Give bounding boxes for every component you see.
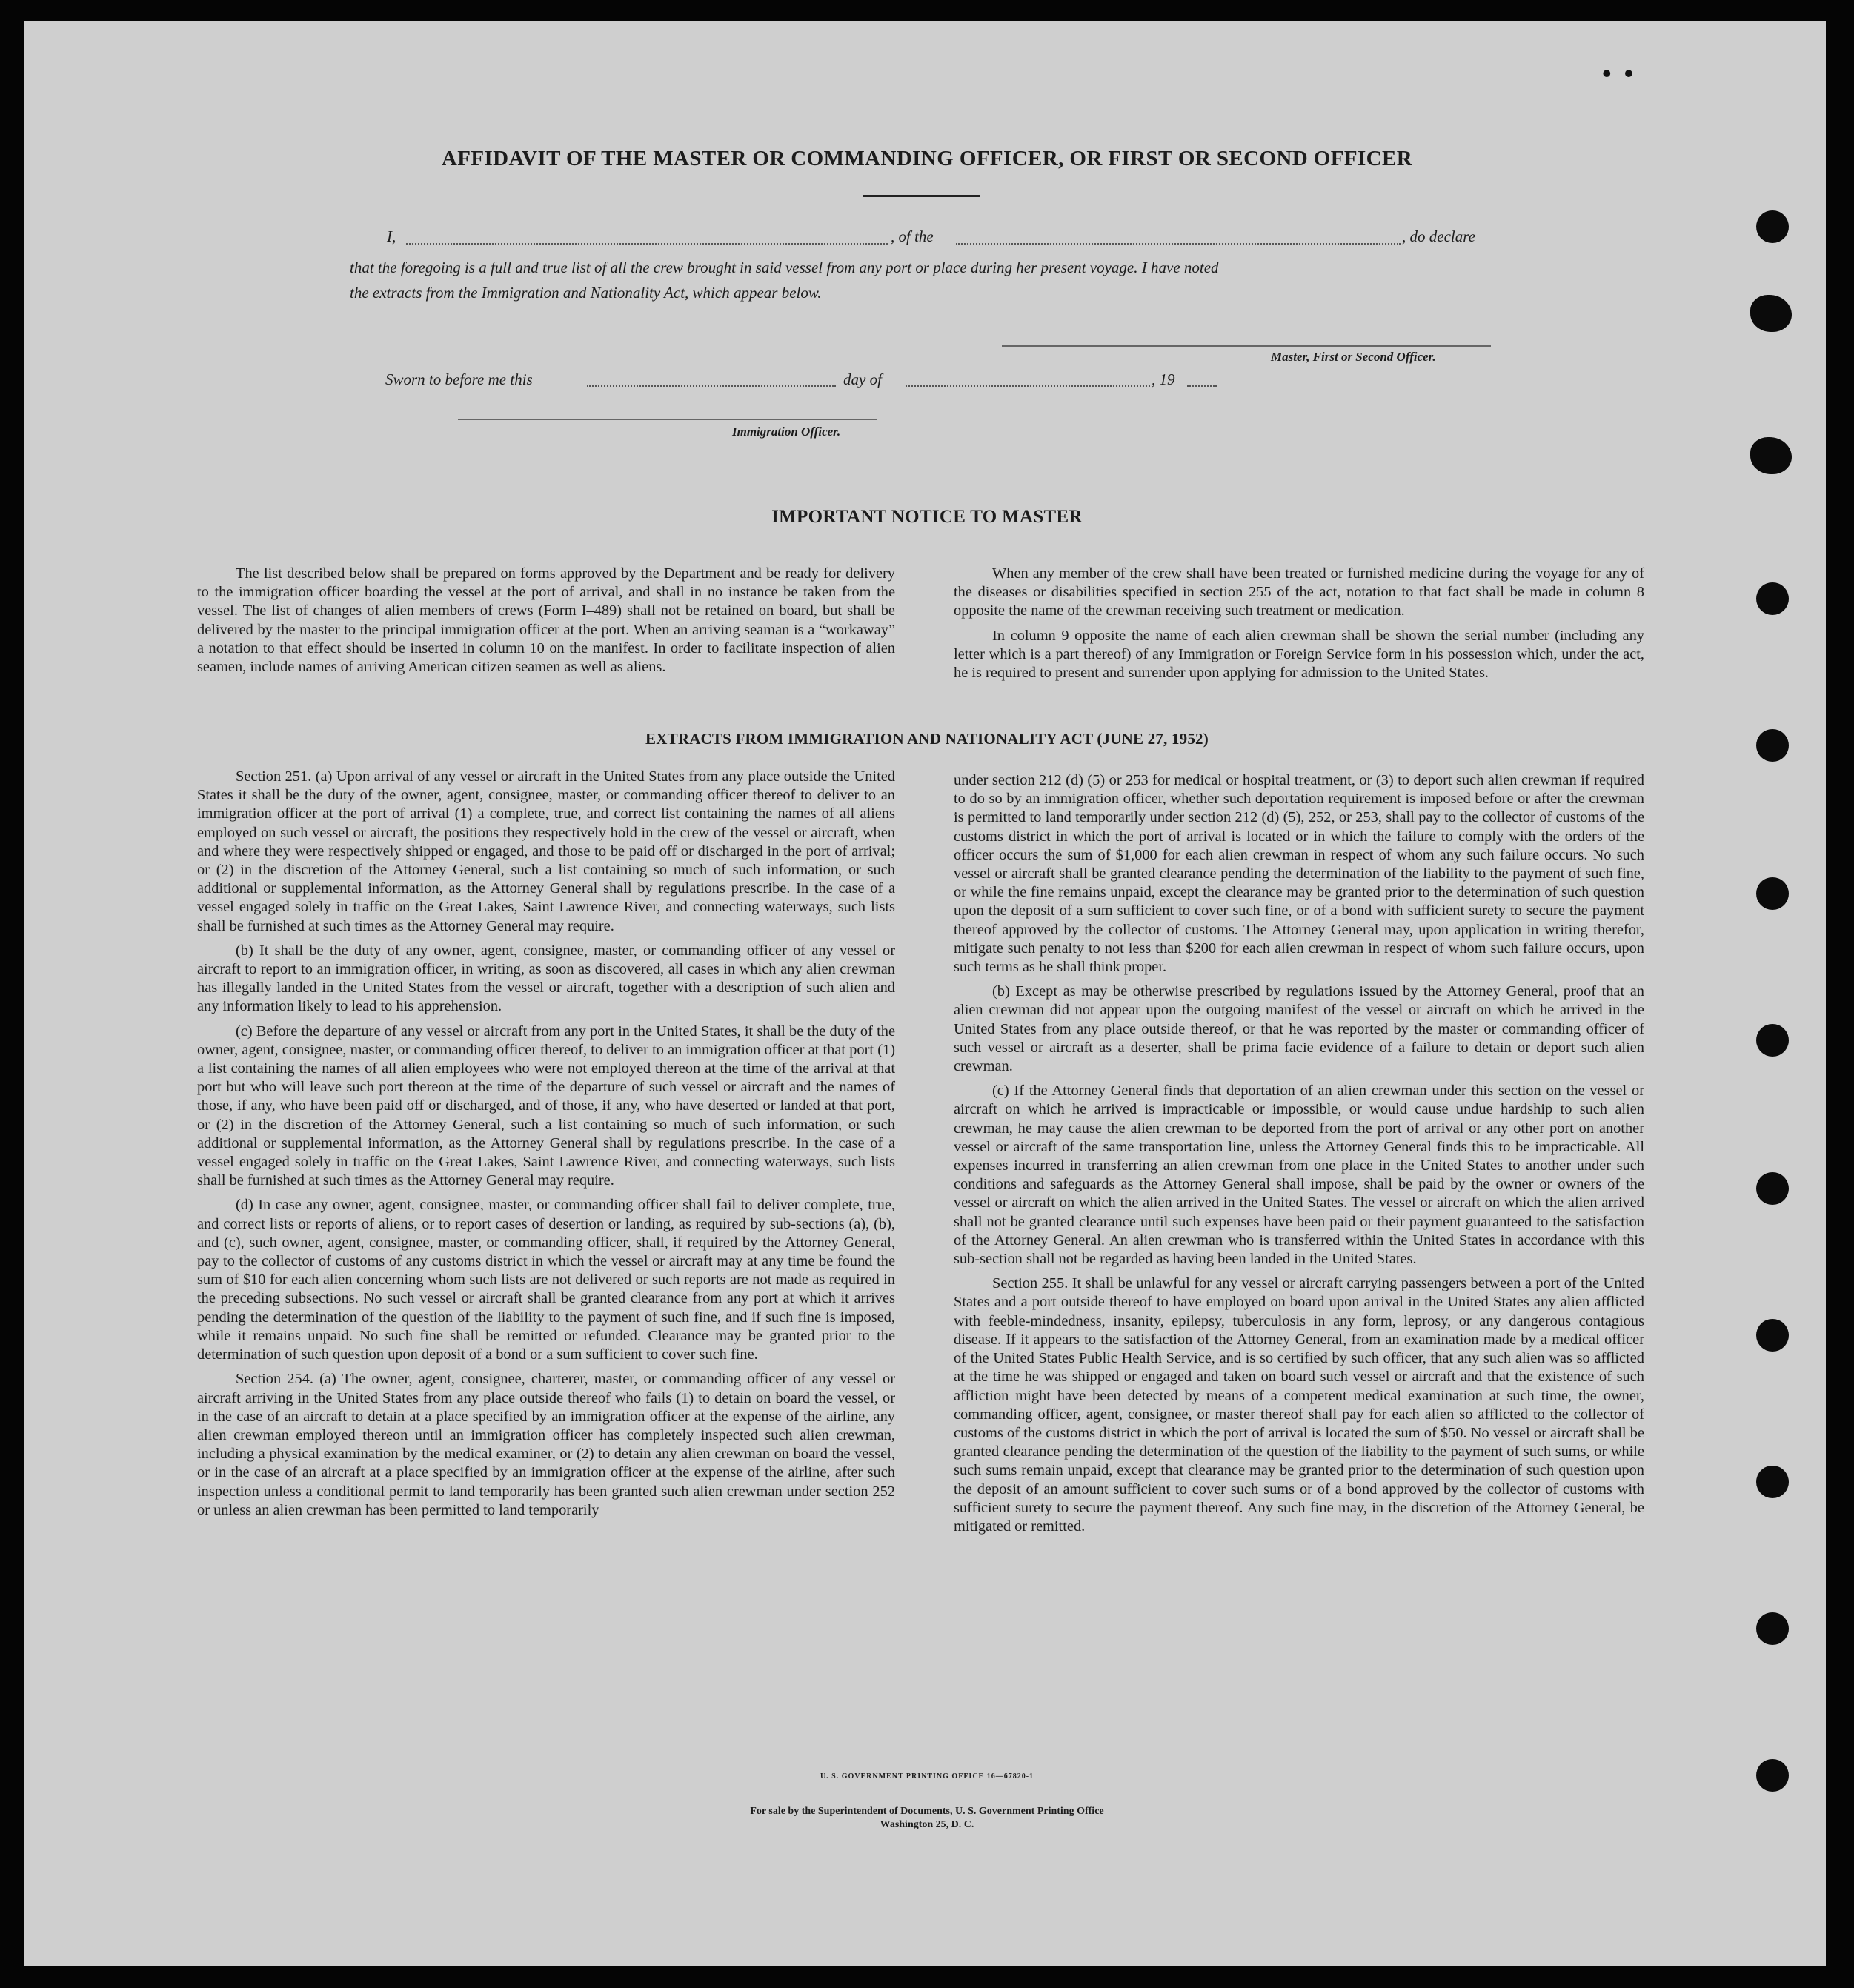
sworn-month-field[interactable] [906, 385, 1150, 387]
day-of-label: day of [843, 370, 882, 388]
master-caption: Master, First or Second Officer. [1271, 350, 1436, 364]
section-254b: (b) Except as may be otherwise prescribed by regulations issued by the Attorney General, proof that an alien crewman did not appear upon the outgoing manifest of the vessel or aircraft on which he arrived in the United States from any place outside thereof, or that he was reported by the master or commanding officer of such vessel or aircraft as a deserter, shall be prima facie evidence of a failure to detain or deport such alien crewman. [954, 983, 1644, 1075]
vessel-field[interactable] [956, 243, 1401, 245]
notice-paragraph: The list described below shall be prepared on forms approved by the Department and be ready for delivery to the immigration officer boarding the vessel at the port of arrival, and shall in no instance be taken from the vessel. The list of changes of alien members of crews (Form I–489) shall not be retained on board, but shall be delivered by the master to the principal immigration officer at the port. When an arriving seaman is a “workaway” a notation to that effect should be inserted in column 10 on the manifest. In order to facilitate inspection of alien seamen, include names of arriving American citizen seamen as well as aliens. [197, 565, 895, 676]
sale-line-1: For sale by the Superintendent of Documents, U. S. Government Printing Office [750, 1806, 1104, 1817]
i-label: I, [387, 227, 396, 245]
notice-right-column [954, 565, 1644, 688]
binder-hole [1756, 1612, 1789, 1645]
section-254a: Section 254. (a) The owner, agent, consignee, charterer, master, or commanding officer of any vessel or aircraft arriving in the United States from any place outside thereof who fails (1) to detain on board the vessel, or in the case of an aircraft to detain at a place specified by an immigration officer at the expense of the airline, any alien crewman employed thereon until an immigration officer has completely inspected such alien crewman, including a physical examination by the medical examiner, or (2) to detain any alien crewman on board the vessel, or in the case of an aircraft at a place specified by an immigration officer at the expense of the airline, after such inspection unless a conditional permit to land temporarily has been granted such alien crewman under section 252 or unless an alien crewman has been permitted to land temporarily [197, 1371, 895, 1518]
ink-speck: • • [1602, 59, 1637, 88]
statement-line-2: the extracts from the Immigration and Nationality Act, which appear below. [350, 284, 822, 302]
statement-line-1: that the foregoing is a full and true list of all the crew brought in said vessel from any port or place during her present voyage. I have noted [350, 259, 1219, 276]
section-251c: (c) Before the departure of any vessel or aircraft from any port in the United States, it shall be the duty of the owner, agent, consignee, master, or commanding officer thereof, to deliver to an immigration officer at that port (1) a list containing the names of all alien employees who were not employed thereon at the time of the arrival at that port but who will leave such port thereon at the time of the departure of such vessel or aircraft and the names of those, if any, who have been paid off or discharged, and of those, if any, who have deserted or landed at that port, or (2) in the discretion of the Attorney General, such a list containing so much of such information, or such additional or supplemental information, as the Attorney General shall by regulations prescribe. In the case of a vessel engaged solely in traffic on the Great Lakes, Saint Lawrence River, and connecting waterways, such lists shall be furnished at such times as the Attorney General may require. [197, 1023, 895, 1189]
binder-hole [1756, 1319, 1789, 1352]
sale-notice [0, 1805, 1854, 1832]
sale-line-2: Washington 25, D. C. [880, 1819, 974, 1830]
name-field[interactable] [406, 243, 888, 245]
section-254c: (c) If the Attorney General finds that deportation of an alien crewman under this section on the vessel or aircraft on which he arrived is impracticable or impossible, or would cause undue hardship to such alien crewman, he may cause the alien crewman to be deported from the port of arrival or any other port on another vessel or aircraft of the same transportation line, unless the Attorney General finds this to be impracticable. All expenses incurred in transferring an alien crewman from one place in the United States to another under such conditions and safeguards as the Attorney General shall impose, shall be paid by the owner or owners of the vessel or aircraft on which the alien arrived in the United States. The vessel or aircraft on which the alien arrived shall not be granted clearance until such expenses have been paid or their payment guaranteed to the satisfaction of the Attorney General. An alien crewman who is transferred within the United States in accordance with this sub-section shall not be regarded as having been landed in the United States. [954, 1083, 1644, 1268]
binder-hole [1756, 877, 1789, 910]
year-label: , 19 [1152, 370, 1175, 388]
do-declare-label: , do declare [1402, 227, 1475, 245]
of-the-label: , of the [891, 227, 934, 245]
notice-title: IMPORTANT NOTICE TO MASTER [771, 507, 1083, 527]
sworn-label: Sworn to before me this [385, 370, 533, 388]
notice-paragraph: In column 9 opposite the name of each alien crewman shall be shown the serial number (including any letter which is a part thereof) of any Immigration or Foreign Service form in his possession which, under the act, he is required to present and surrender upon applying for admission to the United States. [954, 627, 1644, 682]
binder-hole [1756, 1024, 1789, 1057]
master-signature-line[interactable] [1002, 345, 1491, 347]
binder-hole [1756, 582, 1789, 615]
binder-hole [1750, 437, 1792, 474]
notice-left-column [197, 565, 895, 682]
gpo-imprint: U. S. GOVERNMENT PRINTING OFFICE 16—67820-1 [820, 1772, 1034, 1781]
affidavit-title: AFFIDAVIT OF THE MASTER OR COMMANDING OFFICER, OR FIRST OR SECOND OFFICER [441, 147, 1413, 170]
title-rule [863, 195, 980, 197]
binder-hole [1756, 210, 1789, 243]
section-251a: Section 251. (a) Upon arrival of any vessel or aircraft in the United States from any place outside the United States it shall be the duty of the owner, agent, consignee, master, or commanding officer thereof to deliver to an immigration officer at the port of arrival (1) a complete, true, and correct list containing the names of all aliens employed on such vessel or aircraft, the positions they respectively hold in the crew of the vessel or aircraft, when and where they were respectively shipped or engaged, and those to be paid off or discharged in the port of arrival; or (2) in the discretion of the Attorney General, such a list containing so much of such information, or such additional or supplemental information, as the Attorney General shall by regulations prescribe. In the case of a vessel engaged solely in traffic on the Great Lakes, Saint Lawrence River, and connecting waterways, such lists shall be furnished at such times as the Attorney General may require. [197, 768, 895, 934]
sworn-year-field[interactable] [1187, 385, 1217, 387]
section-254a-cont: under section 212 (d) (5) or 253 for medical or hospital treatment, or (3) to deport such alien crewman if required to do so by an immigration officer, whether such deportation requirement is imposed before or after the crewman is permitted to land temporarily under section 212 (d) (5), 252, or 253, shall pay to the collector of customs of the customs district in which the port of arrival is located or in which the failure to comply with the orders of the officer occurs the sum of $1,000 for each alien crewman in respect of whom any such failure occurs. No such vessel or aircraft shall be granted clearance pending the determination of the liability to the payment of such fine, or while the fine remains unpaid, except the clearance may be granted prior to the determination of such question upon the deposit of a sum sufficient to cover such fine, or of a bond with sufficient surety to secure the payment thereof approved by the collector of customs. The Attorney General may, upon application in writing therefor, mitigate such penalty to not less than $200 for each alien crewman in respect of whom such failure occurs, upon such terms as he shall think proper. [954, 772, 1644, 976]
extracts-title: EXTRACTS FROM IMMIGRATION AND NATIONALITY ACT (JUNE 27, 1952) [645, 730, 1209, 748]
section-251b: (b) It shall be the duty of any owner, agent, consignee, master, or commanding officer of any vessel or aircraft to report to an immigration officer, in writing, as soon as discovered, all cases in which any alien crewman has illegally landed in the United States from the vessel or aircraft, together with a description of such alien and any information likely to lead to his apprehension. [197, 942, 895, 1015]
section-255: Section 255. It shall be unlawful for any vessel or aircraft carrying passengers between a port of the United States and a port outside thereof to have employed on board upon arrival in the United States any alien afflicted with feeble-mindedness, insanity, epilepsy, tuberculosis in any form, leprosy, or any dangerous contagious disease. If it appears to the satisfaction of the Attorney General, from an examination made by a medical officer of the United States Public Health Service, and is so certified by such officer, that any such alien was so afflicted at the time he was shipped or engaged and taken on board such vessel or aircraft and that the existence of such affliction might have been detected by means of a competent medical examination at such time, the owner, commanding officer, agent, consignee, or master thereof shall pay for each alien so afflicted to the collector of customs of the customs district in which the port of arrival is located the sum of $50. No vessel or aircraft shall be granted clearance pending the determination of the question of the liability to the payment of such sums, or while such sums remain unpaid, except that clearance may be granted prior to the determination of such question upon the deposit of an amount sufficient to cover such sums or of a bond approved by the collector of customs with sufficient surety to secure the payment thereof. Any such fine may, in the discretion of the Attorney General, be mitigated or remitted. [954, 1275, 1644, 1535]
officer-signature-line[interactable] [458, 419, 877, 420]
binder-hole [1750, 295, 1792, 332]
binder-hole [1756, 1466, 1789, 1498]
notice-paragraph: When any member of the crew shall have been treated or furnished medicine during the voyage for any of the diseases or disabilities specified in section 255 of the act, notation to that fact shall be made in column 8 opposite the name of the crewman receiving such treatment or medication. [954, 565, 1644, 619]
extracts-left-column [197, 768, 895, 1526]
officer-caption: Immigration Officer. [732, 425, 841, 439]
extracts-right-column [954, 771, 1644, 1542]
sworn-day-field[interactable] [587, 385, 836, 387]
section-251d: (d) In case any owner, agent, consignee, master, or commanding officer shall fail to deliver complete, true, and correct lists or reports of aliens, or to report cases of desertion or landing, as required by sub-sections (a), (b), and (c), such owner, agent, consignee, master, or commanding officer, shall, if required by the Attorney General, pay to the collector of customs of any customs district in which the vessel or aircraft may at any time be found the sum of $10 for each alien concerning whom such lists are not delivered or such reports are not made as required in the preceding subsections. No such vessel or aircraft shall be granted clearance from any port at which it arrives pending the determination of the question of the liability to the payment of such fine, and if such fine is imposed, while it remains unpaid. No such fine shall be remitted or refunded. Clearance may be granted prior to the determination of such question upon deposit of a bond or a sum sufficient to cover such fine. [197, 1197, 895, 1363]
binder-hole [1756, 1172, 1789, 1205]
